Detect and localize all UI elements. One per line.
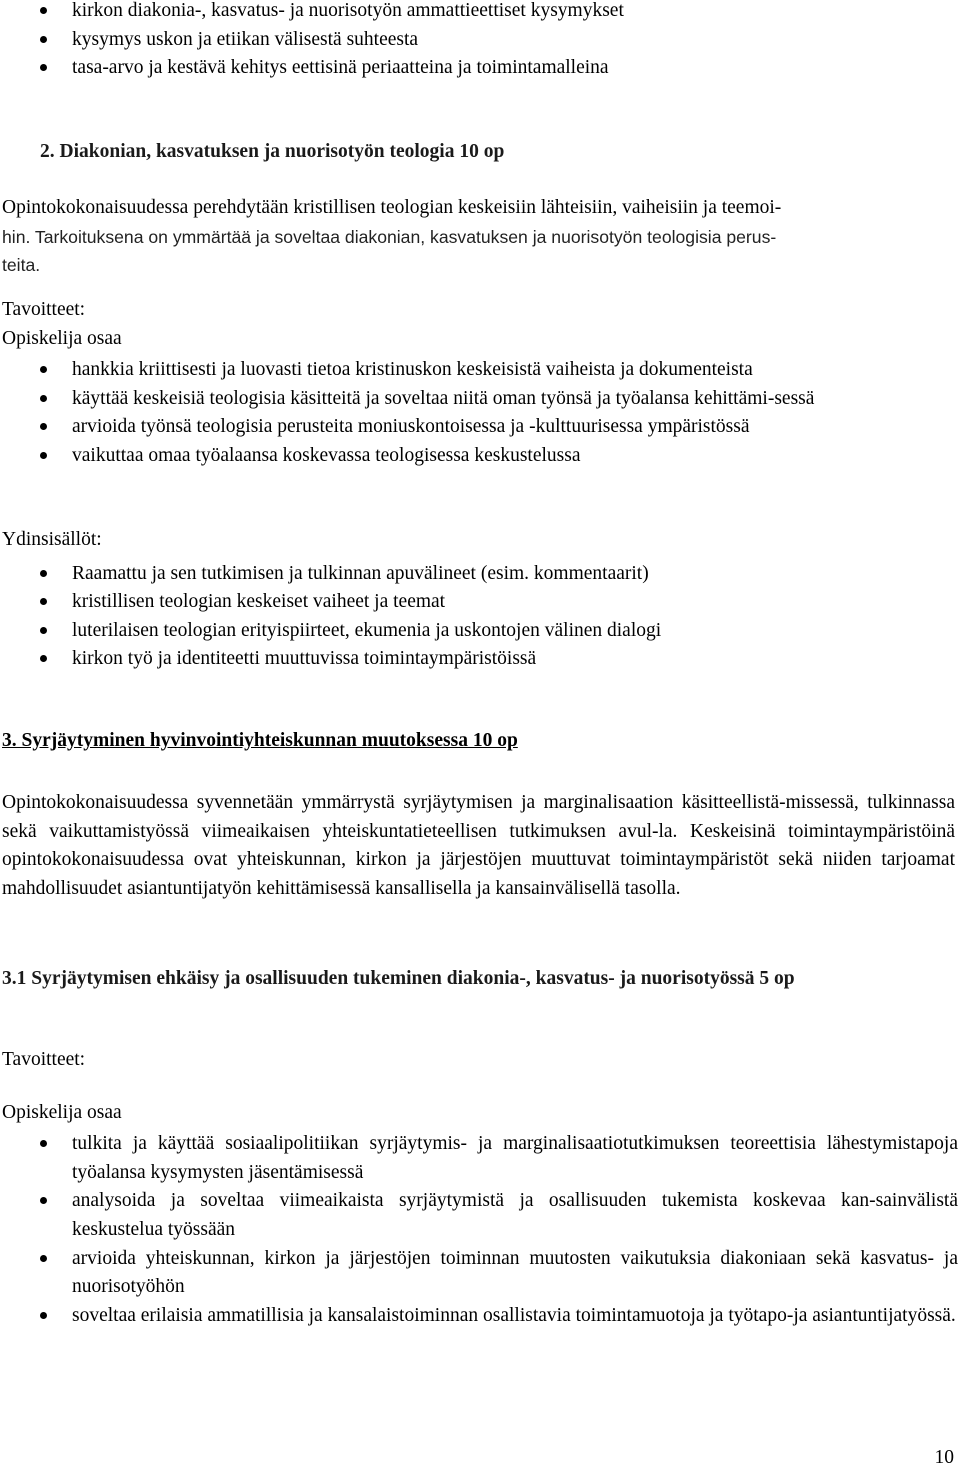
list-item: arvioida yhteiskunnan, kirkon ja järjestöjen toiminnan muutosten vaikutuksia diakoniaan sekä kasvatus- ja nuorisotyöhön bbox=[0, 1245, 960, 1302]
description-line: hin. Tarkoituksena on ymmärtää ja soveltaa diakonian, kasvatuksen ja nuorisotyön teologisia perus- bbox=[2, 226, 777, 247]
section-2-description bbox=[2, 194, 958, 280]
subsection-heading: 3.1 Syrjäytymisen ehkäisy ja osallisuuden tukeminen diakonia-, kasvatus- ja nuorisotyössä 5 op bbox=[2, 968, 795, 989]
description-line: teita. bbox=[2, 255, 41, 276]
list-item: kristillisen teologian keskeiset vaiheet ja teemat bbox=[0, 588, 960, 617]
list-item: tulkita ja käyttää sosiaalipolitiikan syrjäytymis- ja marginalisaatiotutkimuksen teoreettisia lähestymistapoja työalansa kysymysten jäsentämisessä bbox=[0, 1130, 960, 1187]
section-3 bbox=[2, 727, 958, 756]
section-description: Opintokokonaisuudessa syvennetään ymmärrystä syrjäytymisen ja marginalisaation käsitteellistä-missessä, tulkinnassa sekä vaikuttamistyössä viimeaikaisen yhteiskuntatieteellisen tutkimuksen avul-la. Keskeisinä toimintaympäristöinä opintokokonaisuudessa ovat yhteiskunnan, kirkon ja järjestöjen muuttuvat toimintaympäristöt sekä niiden tarjoamat mahdollisuudet asiantuntijatyön kehittämisessä kansallisella ja kansainvälisellä tasolla. bbox=[2, 792, 955, 899]
section-2-goals bbox=[0, 296, 960, 471]
list-item: kirkon diakonia-, kasvatus- ja nuorisotyön ammattieettiset kysymykset bbox=[0, 0, 960, 26]
list-item: tasa-arvo ja kestävä kehitys eettisinä periaatteina ja toimintamalleina bbox=[0, 54, 960, 83]
list-item: kirkon työ ja identiteetti muuttuvissa toimintaympäristöissä bbox=[0, 645, 960, 674]
student-label: Opiskelija osaa bbox=[2, 327, 122, 349]
list-item: hankkia kriittisesti ja luovasti tietoa kristinuskon keskeisistä vaiheista ja dokumenteista bbox=[0, 356, 960, 385]
section-heading: 2. Diakonian, kasvatuksen ja nuorisotyön teologia 10 op bbox=[40, 141, 505, 162]
section-2-contents bbox=[0, 526, 960, 674]
goals-heading: Tavoitteet: bbox=[2, 1049, 86, 1070]
section-2 bbox=[0, 138, 960, 167]
goals-list bbox=[0, 1130, 960, 1330]
list-item: vaikuttaa omaa työalaansa koskevassa teologisessa keskustelussa bbox=[0, 442, 960, 471]
list-item: Raamattu ja sen tutkimisen ja tulkinnan apuvälineet (esim. kommentaarit) bbox=[0, 560, 960, 589]
section-3-1 bbox=[0, 965, 958, 994]
student-label: Opiskelija osaa bbox=[2, 1101, 122, 1123]
list-item: arvioida työnsä teologisia perusteita moniuskontoisessa ja -kulttuurisessa ympäristössä bbox=[0, 413, 960, 442]
section-3-1-goals bbox=[0, 1046, 960, 1330]
list-item: käyttää keskeisiä teologisia käsitteitä ja soveltaa niitä oman työnsä ja työalansa kehittämi-sessä bbox=[0, 385, 960, 414]
list-item: kysymys uskon ja etiikan välisestä suhteesta bbox=[0, 26, 960, 55]
list-item: soveltaa erilaisia ammatillisia ja kansalaistoiminnan osallistavia toimintamuotoja ja työtapo-ja asiantuntijatyössä. bbox=[0, 1302, 960, 1331]
contents-list bbox=[0, 560, 960, 674]
goals-heading: Tavoitteet: bbox=[2, 299, 86, 320]
intro-bullet-list bbox=[0, 0, 960, 83]
description-line: Opintokokonaisuudessa perehdytään kristillisen teologian keskeisiin lähteisiin, vaiheisiin ja teemoi- bbox=[2, 197, 782, 218]
list-item: luterilaisen teologian erityispiirteet, ekumenia ja uskontojen välinen dialogi bbox=[0, 617, 960, 646]
section-3-description bbox=[2, 789, 957, 903]
list-item: analysoida ja soveltaa viimeaikaista syrjäytymistä ja osallisuuden tukemista koskevaa kan-sainvälistä keskustelua työssään bbox=[0, 1187, 960, 1244]
contents-heading: Ydinsisällöt: bbox=[2, 529, 102, 550]
page-number: 10 bbox=[934, 1447, 954, 1468]
goals-list bbox=[0, 356, 960, 470]
section-heading: 3. Syrjäytyminen hyvinvointiyhteiskunnan muutoksessa 10 op bbox=[2, 730, 518, 751]
